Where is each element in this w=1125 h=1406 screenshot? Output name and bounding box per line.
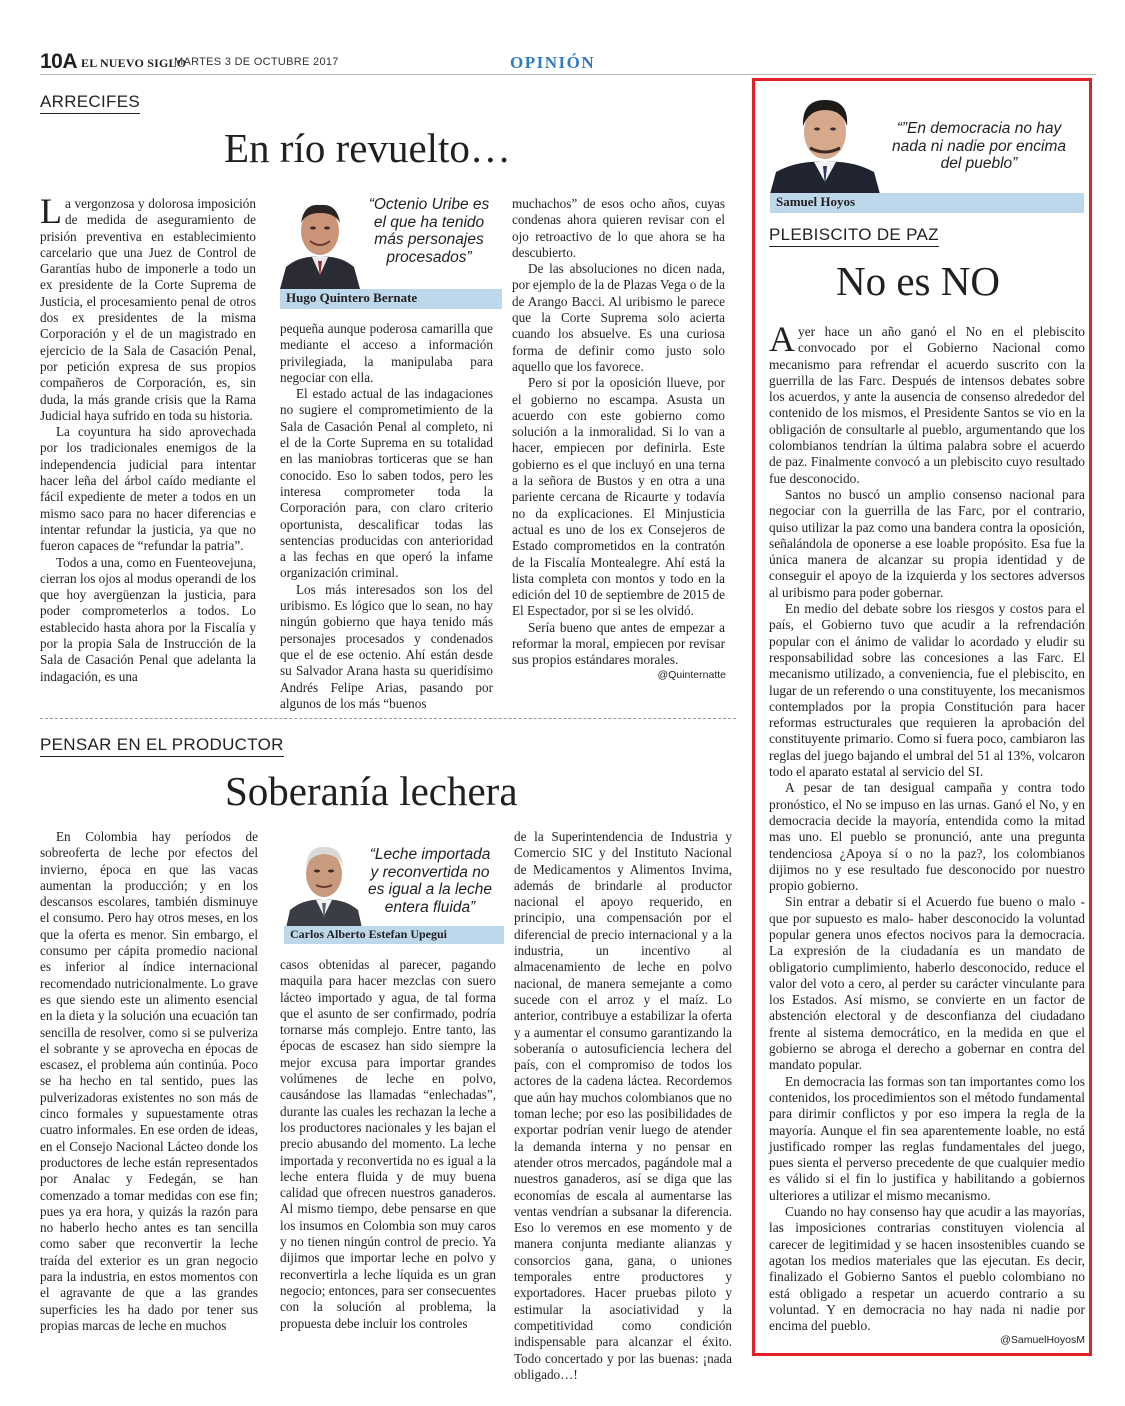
article3-paragraph: En democracia las formas son tan importantes como los contenidos, los procedimientos son el método fundamental para dirimir conflictos y por eso impera la regla de la mayoría. Aunque el fin sea aparentemente loable, no está justificado romper las reglas fundamentales del juego, pues sienta el perverso precedente de que cualquier medio es válido si el fin lo justifica y habilitando a gobiernos ulteriores a utilizar el mismo mecanismo. bbox=[769, 1073, 1085, 1203]
article1-paragraph: pequeña aunque poderosa camarilla que mediante el acceso a información privilegiada, la manipulaba para negociar con ella. bbox=[280, 321, 493, 385]
article3-kicker: PLEBISCITO DE PAZ bbox=[769, 225, 939, 247]
article1-paragraph: De las absoluciones no dicen nada, por ejemplo de la de Plazas Vega o de la de Arango Bacci. Al uribismo le parece que la Corte Suprema solo acierta cuando los absuelve. Es una curiosa forma de definir como justo solo aquello que los favorece. bbox=[512, 261, 725, 374]
article3-paragraph: Cuando no hay consenso hay que acudir a las mayorías, las imposiciones contrarias constituyen violencia al carecer de legitimidad y se hacen insostenibles cuando se agotan los medios materiales que las ejecutan. Es decir, finalizado el Gobierno Santos el pueblo colombiano no está obligado a respetar un acuerdo contrario a su voluntad. Y en democracia no hay nada ni nadie por encima del pueblo. bbox=[769, 1204, 1085, 1334]
article2-kicker: PENSAR EN EL PRODUCTOR bbox=[40, 735, 284, 757]
article3-author-handle: @SamuelHoyosM bbox=[1000, 1334, 1085, 1346]
article3-body bbox=[769, 319, 1085, 1334]
article1-paragraph: muchachos” de esos ocho años, cuyas condenas ahora quieren revisar con el ojo retroactivo de lo que ahora se ha descubierto. bbox=[512, 196, 725, 260]
article1-paragraph: Pero si por la oposición llueve, por el gobierno no escampa. Asusta un acuerdo con este gobierno como solución a la inmoralidad. Si lo van a hacer, empiecen por definirla. Este gobierno es el que incluyó en una terna a la señora de Bustos y en otra a una pariente cercana de Ricaurte y todavía no da explicaciones. El Minjusticia actual es uno de los ex Consejeros de Estado comprometidos en la contratón de la Fiscalía Montealegre. Ahí está la lista completa con montos y todo en la edición del 10 de septiembre de 2015 de El Espectador, por si se les olvidó. bbox=[512, 375, 725, 619]
article2-author-name: Carlos Alberto Estefan Upegui bbox=[284, 926, 504, 944]
article1-column-2 bbox=[280, 321, 493, 712]
author-photo-hugo bbox=[280, 197, 360, 289]
article1-paragraph: Los más interesados son los del uribismo. Es lógico que lo sean, no hay ningún gobierno que haya tenido más personajes procesados y condenados que el de ese octenio. Ahí están desde su Salvador Arana hasta su queridísimo Andrés Felipe Arias, pasando por algunos de los más “buenos bbox=[280, 581, 493, 711]
article1-headline: En río revuelto… bbox=[224, 125, 511, 171]
article1-author-handle: @Quinternatte bbox=[657, 669, 726, 681]
page-number: 10A bbox=[40, 50, 78, 73]
newspaper-name: EL NUEVO SIGLO bbox=[81, 56, 187, 70]
article3-dropcap: A bbox=[769, 319, 795, 359]
article2-paragraph: de la Superintendencia de Industria y Comercio SIC y del Instituto Nacional de Medicamentos y Alimentos Invima, además de brindarle al productor nacional el apoyo requerido, en principio, una compensación por el diferencial de precio internacional y a la industria, un incentivo al almacenamiento de leche en polvo nacional, de manera semejante a como sucede con el arroz y el maíz. Lo anterior, contribuye a estabilizar la oferta y a aumentar el consumo garantizando la soberanía o autosuficiencia lechera del país, con el compromiso de todos los actores de la cadena láctea. Recordemos que aún hay muchos colombianos que no toman leche; por eso las posibilidades de exportar podrían venir luego de atender la demanda interna y no pensar en atender otros mercados, pagándole mal a nuestros ganaderos, así se diga que las economías de escala al aumentarse las ventas vendrían a subsanar la diferencia. Eso lo veremos en ese momento y de manera conjunta mediante alianzas y consorcios gana, gana, o uniones temporales entre productores y exportadores. Hacer pruebas piloto y estimular la asociatividad y la competitividad como condición indispensable para alcanzar el éxito. Todo concertado y por las buenas: ¡nada obligado…! bbox=[514, 829, 732, 1382]
article1-paragraph: Todos a una, como en Fuenteovejuna, cierran los ojos al modus operandi de los que hoy avergüenzan la justicia, para poder comprometerlos a todos. Lo establecido hasta ahora por la Fiscalía y por la propia Sala de Instrucción de la Sala de Casación Penal que adelanta la indagación, es una bbox=[40, 554, 256, 684]
article3-paragraph: A pesar de tan desigual campaña y contra todo pronóstico, el No se impuso en las urnas. Ganó el No, y en democracia decide la mayoría, entendida como la mitad mas uno. El pueblo se pronunció, ante una pregunta tendenciosa ¿Apoya sí o no la paz?, los colombianos dijimos no y ese resultado fue desconocido por nuestro propio gobierno. bbox=[769, 780, 1085, 894]
article2-paragraph: casos obtenidas al parecer, pagando maquila para hacer mezclas con suero lácteo importado y agua, de tal forma que el asunto de ser confirmado, podría tornarse más complejo. Entre tanto, las épocas de escasez han sido siempre la mejor excusa para importar grandes volúmenes de leche en polvo, causándose las llamadas “enlechadas”, durante las cuales les rechazan la leche a los productores nacionales y les bajan el precio abusando del momento. La leche importada y reconvertida no es igual a la leche entera fluida y de muy buena calidad que ofrecen nuestros ganaderos. Al mismo tiempo, debe pensarse en que los insumos en Colombia son muy caros y no tienen ningún control de precio. Ya dijimos que importar leche en polvo y reconvertirla a leche líquida es un gran negocio; entonces, para ser consecuentes con la solución al problema, la propuesta debe incluir los controles bbox=[280, 957, 496, 1331]
article3-paragraph: yer hace un año ganó el No en el plebiscito convocado por el Gobierno Nacional como mecanismo para refrendar el acuerdo suscrito con la guerrilla de las Farc. Después de intensos debates sobre los acuerdos, y ante la ausencia de consenso alrededor del contenido de los mismos, el Presidente Santos se vio en la obligación de consultarle al pueblo, argumentando que los colombianos tendrían la última palabra sobre el acuerdo de paz. Finalmente convocó a un plebiscito cuyo resultado fue desconocido. bbox=[769, 324, 1085, 486]
article1-paragraph: El estado actual de las indagaciones no sugiere el comprometimiento de la Sala de Casación Penal al completo, ni el de la Corte Suprema en su totalidad en las maniobras torticeras que se han conocido. Eso lo saben todos, pero les interesa comprometer toda la Corporación para, con claro criterio oportunista, descalificar todas las sentencias producidas con anterioridad a las fechas en que operó la infame organización criminal. bbox=[280, 386, 493, 581]
article2-column-3 bbox=[514, 829, 732, 1383]
article1-paragraph: La coyuntura ha sido aprovechada por los tradicionales enemigos de la independencia judicial para intentar hacer leña del árbol caído mediante el fácil expediente de meter a todos en un mismo saco para no hacer diferencias e intentar refundar la justicia, ya que no fueron capaces de “refundar la patria”. bbox=[40, 424, 256, 554]
article2-paragraph: En Colombia hay períodos de sobreoferta de leche por efectos del invierno, época en que las vacas aumentan la producción; y en los descansos escolares, también disminuye el consumo. Pero hay otros meses, en los que la oferta es menor. Sin embargo, el consumo per cápita promedio nacional es inferior al índice internacional recomendado nutricionalmente. Lo grave es que siendo este un alimento esencial en la dieta y la solución una ecuación tan sencilla de resolver, como si se pulveriza el sobrante y se aprovecha en épocas de escasez, el problema aún continúa. Poco se ha hecho en tal sentido, pues las pulverizadoras existentes no son más de cinco formales y supuestamente otras cuatro informales. En ese orden de ideas, en el Consejo Nacional Lácteo donde los productores de leche están representados por Analac y Fedegán, se han comenzado a tomar medidas con ese fin; pues ya era hora, y quizás la razón para no haberlo hecho antes es tan sencilla como saber que reconvertir la leche traída del exterior es un gran negocio para la industria, en estos momentos con el agravante de que a las grandes superficies les ha dado por tener sus propias marcas de leche en muchos bbox=[40, 829, 258, 1333]
author-photo-samuel bbox=[770, 92, 880, 194]
article3-paragraph: Sin entrar a debatir si el Acuerdo fue bueno o malo -que por supuesto es malo- haber desconocido la voluntad popular genera unos efectos nocivos para la democracia. La expresión de la ciudadanía es un mandato de obligatorio cumplimiento, haberlo desconocido, reduce el valor del voto a cero, al perder su carácter vinculante para los Estados. Así mismo, se convierte en un factor de abstención electoral y de desconfianza del ciudadano frente al sistema democrático, en la medida en que el gobierno se abroga el derecho a gobernar en contra del mandato popular. bbox=[769, 894, 1085, 1073]
article2-headline: Soberanía lechera bbox=[225, 768, 518, 814]
article3-author-name: Samuel Hoyos bbox=[770, 193, 1084, 213]
article3-paragraph: Santos no buscó un amplio consenso nacional para negociar con la guerrilla de las Farc, por el contrario, quiso utilizar la paz como una bandera contra la oposición, señalándola de oponerse a ese loable propósito. Esa fue la única manera de alcanzar su propia identidad y de conseguir el apoyo de la izquierda y los sectores adversos al uribismo para poder gobernar. bbox=[769, 486, 1085, 600]
article3-pull-quote: “”En democracia no hay nada ni nadie por encima del pueblo” bbox=[891, 120, 1067, 172]
article3-headline: No es NO bbox=[836, 258, 1000, 304]
article-divider bbox=[40, 718, 736, 719]
article1-pull-quote: “Octenio Uribe es el que ha tenido más personajes procesados” bbox=[368, 196, 490, 266]
section-title: OPINIÓN bbox=[510, 53, 596, 72]
article1-paragraph: Sería bueno que antes de empezar a reformar la moral, empiecen por revisar sus propios estándares morales. bbox=[512, 619, 725, 668]
article1-dropcap: L bbox=[40, 191, 62, 231]
issue-date: MARTES 3 DE OCTUBRE 2017 bbox=[174, 56, 339, 68]
article1-kicker: ARRECIFES bbox=[40, 92, 140, 114]
article1-paragraph: a vergonzosa y dolorosa imposición de medida de aseguramiento de prisión preventiva en establecimiento carcelario que una Juez de Control de Garantías hubo de imponerle a todo un ex presidente de la Corte Suprema de Justicia, el procesamiento penal de otros dos ex presidentes de la misma Corporación y el de un magistrado en ejercicio de la Sala de Casación Penal, por petición expresa de sus propios compañeros de Corporación, es, sin duda, la más grande crisis que la Rama Judicial haya sufrido en toda su historia. bbox=[40, 196, 256, 423]
header-rule bbox=[40, 74, 1096, 75]
article1-column-1 bbox=[40, 191, 256, 685]
article1-author-name: Hugo Quintero Bernate bbox=[280, 289, 502, 309]
article2-column-1 bbox=[40, 829, 258, 1334]
author-photo-carlos bbox=[286, 840, 362, 928]
article2-pull-quote: “Leche importada y reconvertida no es igual a la leche entera fluida” bbox=[367, 846, 493, 916]
article3-paragraph: En medio del debate sobre los riesgos y costos para el país, el Gobierno tuvo que acudir a la refrendación popular con el ánimo de validar lo acordado y eludir su responsabilidad sobre las concesiones a las Farc. El mecanismo utilizado, a conveniencia, fue el plebiscito, en lugar de un referendo o una constituyente, los mecanismos contemplados por la propia Constitución para hacer reformas estructurales que requieren la aprobación del constituyente primario. Como si fuera poco, cambiaron las reglas del juego bajando el umbral del 51 al 13%, volcaron todo el aparato estatal al servicio del SI. bbox=[769, 601, 1085, 780]
article1-column-3 bbox=[512, 196, 725, 669]
article2-column-2 bbox=[280, 957, 496, 1332]
